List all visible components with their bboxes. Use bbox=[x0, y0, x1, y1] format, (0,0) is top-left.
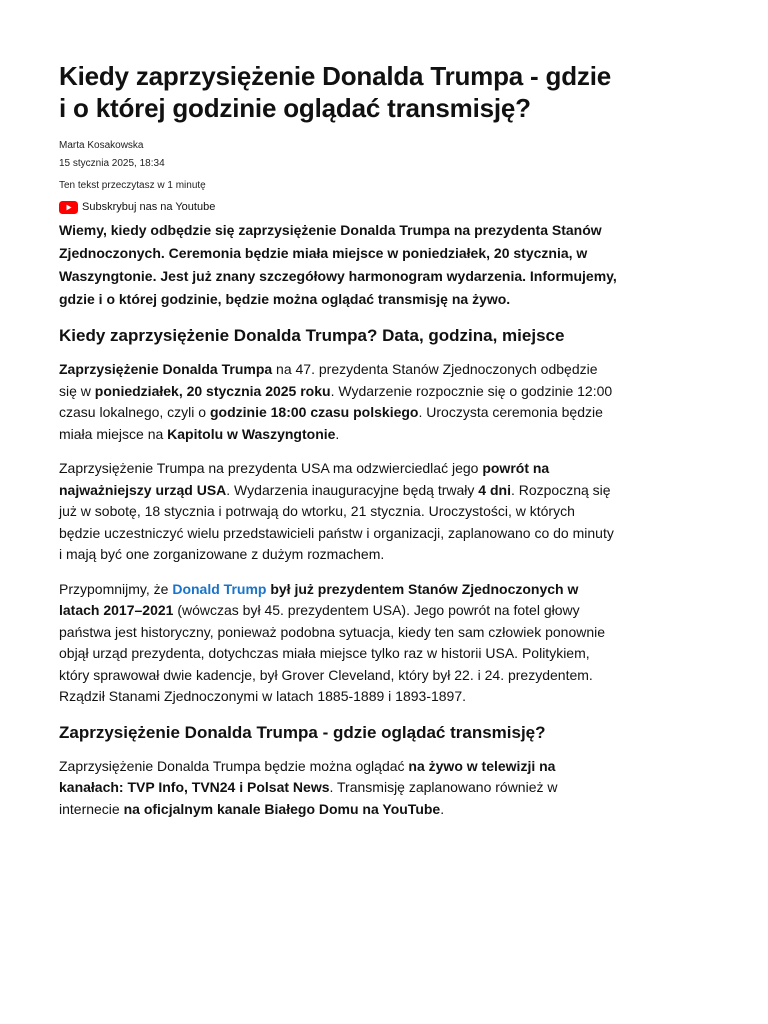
bold-text: powrót na najważniejszy urząd USA bbox=[59, 460, 550, 498]
text: . bbox=[335, 425, 340, 442]
read-time: Ten tekst przeczytasz w 1 minutę bbox=[59, 180, 206, 191]
youtube-icon bbox=[59, 201, 78, 214]
article bbox=[59, 60, 619, 833]
text: . Wydarzenia inauguracyjne będą trwały bbox=[226, 481, 479, 498]
paragraph-broadcast bbox=[59, 756, 619, 821]
bold-text: na żywo w telewizji na kanałach: TVP Info, TVN24 i Polsat News bbox=[59, 757, 556, 795]
text: Zaprzysiężenie Trumpa na prezydenta USA ma odzwierciedlać jego bbox=[59, 460, 483, 476]
section-heading-date: Kiedy zaprzysiężenie Donalda Trumpa? Data, godzina, miejsce bbox=[59, 326, 565, 345]
text: . bbox=[440, 800, 445, 817]
text: . Rozpoczną się już w sobotę, 18 stycznia i potrwają do wtorku, 21 stycznia. Uroczystości, w których będzie uczestniczyć wielu przedstawicieli państw i organizacji, zaplanowano co do minuty i mają być one zorganizowane z dużym rozmachem. bbox=[59, 481, 614, 562]
text: . Transmisję zaplanowano również w internecie bbox=[59, 779, 558, 817]
text: (wówczas był 45. prezydentem USA). Jego powrót na fotel głowy państwa jest historyczny, ponieważ podobna sytuacja, kiedy ten sam człowiek ponownie objął urząd prezydenta, dotychczas miała miejsce tylko raz w historii USA. Politykiem, który sprawował dwie kadencje, był Grover Cleveland, który był 22. i 24. prezydentem. Rządził Stanami Zjednoczonymi w latach 1885-1889 i 1893-1897. bbox=[59, 602, 606, 704]
paragraph-date-time bbox=[59, 359, 619, 445]
donald-trump-link[interactable]: Donald Trump bbox=[172, 580, 267, 597]
youtube-subscribe-label: Subskrybuj nas na Youtube bbox=[82, 201, 216, 213]
text: na 47. prezydenta Stanów Zjednoczonych odbędzie się w bbox=[59, 361, 598, 399]
bold-text: poniedziałek, 20 stycznia 2025 roku bbox=[94, 382, 331, 399]
section-heading-broadcast: Zaprzysiężenie Donalda Trumpa - gdzie oglądać transmisję? bbox=[59, 722, 546, 742]
bold-text: Kapitolu w Waszyngtonie bbox=[167, 425, 336, 442]
article-date: 15 stycznia 2025, 18:34 bbox=[59, 158, 165, 169]
text: Zaprzysiężenie Donalda Trumpa będzie można oglądać bbox=[59, 757, 409, 774]
bold-text: Zaprzysiężenie Donalda Trumpa bbox=[59, 361, 273, 377]
article-title: Kiedy zaprzysiężenie Donalda Trumpa - gdzie i o której godzinie oglądać transmisję? bbox=[59, 61, 611, 123]
bold-text: był już prezydentem Stanów Zjednoczonych w latach 2017–2021 bbox=[59, 580, 579, 618]
paragraph-history bbox=[59, 579, 619, 708]
article-author[interactable]: Marta Kosakowska bbox=[59, 140, 144, 151]
article-lead: Wiemy, kiedy odbędzie się zaprzysiężenie Donalda Trumpa na prezydenta Stanów Zjednoczonych. Ceremonia będzie miała miejsce w poniedziałek, 20 stycznia, w Waszyngtonie. Jest już znany szczegółowy harmonogram wydarzenia. Informujemy, gdzie i o której godzinie, będzie można oglądać transmisję na żywo. bbox=[59, 222, 617, 307]
bold-text: na oficjalnym kanale Białego Domu na YouTube bbox=[123, 800, 441, 817]
youtube-subscribe-link[interactable] bbox=[59, 199, 619, 215]
text: . Wydarzenie rozpocznie się o godzinie 12:00 czasu lokalnego, czyli o bbox=[59, 382, 613, 420]
paragraph-inauguration bbox=[59, 458, 619, 566]
bold-text: 4 dni bbox=[478, 481, 511, 498]
bold-text: godzinie 18:00 czasu polskiego bbox=[209, 404, 419, 420]
text: Przypomnijmy, że bbox=[59, 580, 173, 597]
text: . Uroczysta ceremonia będzie miała miejsce na bbox=[59, 404, 603, 442]
